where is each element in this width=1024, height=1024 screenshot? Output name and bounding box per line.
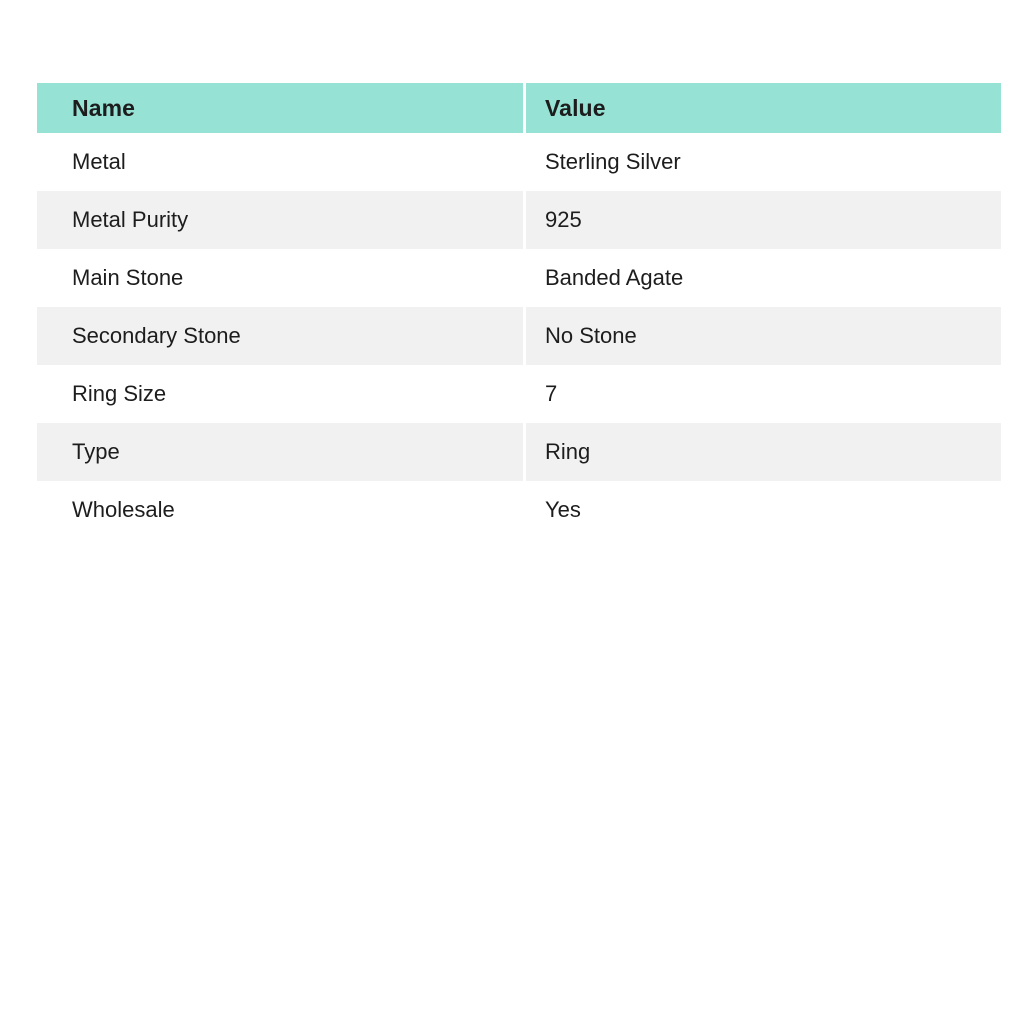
- attribute-name: Metal: [72, 149, 126, 174]
- attribute-value: 925: [545, 207, 582, 232]
- row-value-cell: [523, 423, 1001, 481]
- header-value-label: Value: [545, 94, 606, 121]
- table-row-main-stone: [37, 249, 1001, 307]
- row-value-cell: [523, 133, 1001, 191]
- attribute-name: Type: [72, 439, 120, 464]
- table-row-metal-purity: [37, 191, 1001, 249]
- attribute-name: Ring Size: [72, 381, 167, 406]
- attribute-value: Sterling Silver: [545, 149, 681, 174]
- attribute-value: Banded Agate: [545, 265, 684, 290]
- row-name-cell: [37, 423, 523, 481]
- row-name-cell: [37, 481, 523, 539]
- attribute-value: 7: [545, 381, 558, 406]
- attribute-name: Wholesale: [72, 497, 175, 522]
- row-name-cell: [37, 133, 523, 191]
- row-value-cell: [523, 191, 1001, 249]
- row-value-cell: [523, 365, 1001, 423]
- attribute-value: Ring: [545, 439, 591, 464]
- row-name-cell: [37, 307, 523, 365]
- table-row-ring-size: [37, 365, 1001, 423]
- table-header-row: [37, 83, 1001, 133]
- header-cell-value: [523, 83, 1001, 133]
- attribute-value: No Stone: [545, 323, 637, 348]
- row-name-cell: [37, 365, 523, 423]
- product-attributes-table: [37, 83, 1001, 539]
- table-row-type: [37, 423, 1001, 481]
- row-name-cell: [37, 191, 523, 249]
- row-name-cell: [37, 249, 523, 307]
- attribute-name: Secondary Stone: [72, 323, 241, 348]
- row-value-cell: [523, 481, 1001, 539]
- row-value-cell: [523, 249, 1001, 307]
- table-row-secondary-stone: [37, 307, 1001, 365]
- table-row-wholesale: [37, 481, 1001, 539]
- attribute-value: Yes: [545, 497, 581, 522]
- attribute-name: Metal Purity: [72, 207, 189, 232]
- header-cell-name: [37, 83, 523, 133]
- table-row-metal: [37, 133, 1001, 191]
- header-name-label: Name: [72, 94, 136, 121]
- row-value-cell: [523, 307, 1001, 365]
- attribute-name: Main Stone: [72, 265, 184, 290]
